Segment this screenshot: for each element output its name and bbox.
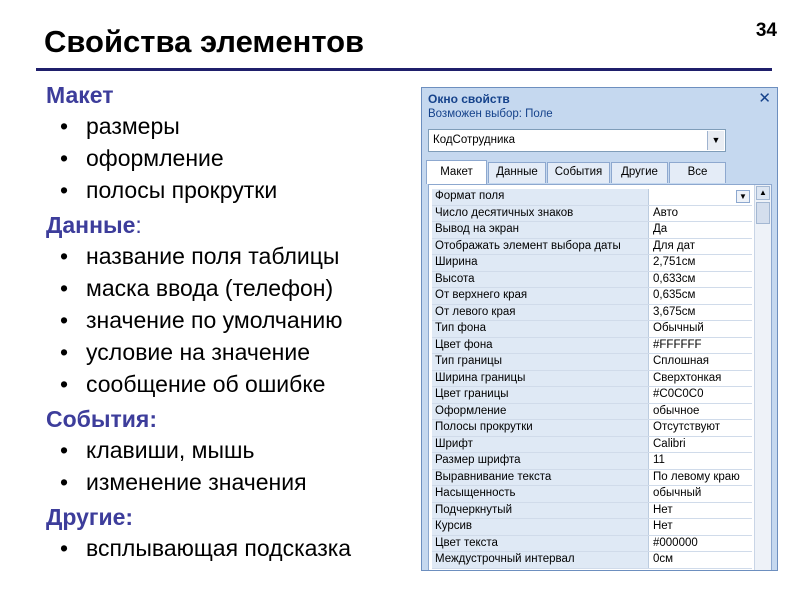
property-name: Формат поля [432,189,649,205]
bullet-dot: • [60,535,69,561]
property-row[interactable] [432,437,752,454]
bullet-dot: • [60,275,69,301]
bullet-dot: • [60,469,69,495]
property-grid [432,189,752,569]
bullet-text: размеры [86,113,180,139]
tab-3[interactable]: События [547,162,610,183]
bullet-item [46,142,416,174]
property-name: Вывод на экран [432,222,649,238]
vertical-scrollbar[interactable] [754,185,771,571]
bullet-dot: • [60,113,69,139]
tab-2[interactable]: Данные [488,162,546,183]
property-row[interactable] [432,453,752,470]
property-name: Оформление [432,404,649,420]
scroll-thumb[interactable] [756,202,770,224]
tab-5[interactable]: Все [669,162,726,183]
property-row[interactable] [432,503,752,520]
property-row[interactable] [432,206,752,223]
property-value[interactable]: 11 [653,454,665,466]
property-value[interactable]: обычное [653,404,700,417]
property-name: От верхнего края [432,288,649,304]
property-value[interactable]: Сплошная [653,355,709,367]
property-value[interactable]: Авто [653,206,679,219]
property-row[interactable] [432,404,752,421]
property-value[interactable]: Нет [653,520,673,532]
chevron-down-icon[interactable]: ▼ [736,190,750,203]
section-heading [46,404,416,434]
scroll-up-icon[interactable]: ▲ [756,186,770,200]
bullet-list [46,434,416,498]
bullet-item [46,434,416,466]
section-heading [46,80,416,110]
section-heading-label: Другие: [46,504,134,530]
property-row[interactable] [432,321,752,338]
property-row[interactable] [432,552,752,569]
close-icon[interactable]: ✕ [758,90,771,107]
property-row[interactable] [432,255,752,272]
slide-title: Свойства элементов [44,24,365,59]
property-name: Тип фона [432,321,649,337]
property-name: От левого края [432,305,649,321]
bullet-item [46,304,416,336]
bullet-item [46,532,416,564]
property-row[interactable] [432,486,752,503]
property-value[interactable]: #FFFFFF [653,338,702,351]
property-name: Тип границы [432,354,649,370]
bullet-text: условие на значение [86,339,310,365]
bullet-item [46,336,416,368]
property-row[interactable] [432,305,752,322]
bullet-list [46,110,416,206]
bullet-dot: • [60,177,69,203]
bullet-text: значение по умолчанию [86,307,343,333]
property-name: Число десятичных знаков [432,206,649,222]
bullet-dot: • [60,307,69,333]
bullet-text: клавиши, мышь [86,437,255,463]
bullet-dot: • [60,243,69,269]
bullet-item [46,240,416,272]
property-value[interactable]: 0,635см [653,289,696,301]
property-name: Насыщенность [432,486,649,502]
property-row[interactable] [432,272,752,289]
bullet-text: полосы прокрутки [86,177,278,203]
property-value[interactable]: Нет [653,503,673,516]
selected-control-name: КодСотрудника [433,134,516,146]
property-name: Размер шрифта [432,453,649,469]
property-value[interactable]: По левому краю [653,470,740,483]
property-row[interactable] [432,387,752,404]
property-name: Ширина [432,255,649,271]
bullet-text: название поля таблицы [86,243,340,269]
property-row[interactable] [432,338,752,355]
section-heading-label: Данные [46,212,136,238]
property-value[interactable]: обычный [653,487,702,499]
property-value[interactable]: 0см [653,553,674,565]
property-value[interactable]: Да [653,223,668,235]
section-heading [46,502,416,532]
property-value[interactable]: Сверхтонкая [653,371,722,384]
property-row[interactable] [432,536,752,553]
property-value[interactable]: 2,751см [653,256,696,268]
bullet-item [46,110,416,142]
title-underline [36,68,772,71]
selection-type-label: Возможен выбор: Поле [428,108,553,120]
section-heading [46,210,416,240]
property-name: Высота [432,272,649,288]
property-value[interactable]: Отсутствуют [653,421,720,433]
bullet-item [46,174,416,206]
bullet-dot: • [60,371,69,397]
property-row[interactable] [432,470,752,487]
bullet-text: изменение значения [86,469,307,495]
bullet-item [46,466,416,498]
property-value[interactable]: Для дат [653,239,696,252]
property-name: Цвет границы [432,387,649,403]
property-value[interactable]: #000000 [653,536,698,549]
property-name: Цвет текста [432,536,649,552]
property-value[interactable]: #C0C0C0 [653,388,704,400]
bullet-dot: • [60,437,69,463]
property-grid-frame [428,184,772,571]
property-sheet-window [421,87,778,571]
section-heading-label: События: [46,406,157,432]
section-heading-label: Макет [46,82,114,108]
section-heading-suffix: : [135,212,142,238]
bullet-text: маска ввода (телефон) [86,275,334,301]
property-row[interactable] [432,239,752,256]
bullet-list [46,532,416,564]
property-row[interactable] [432,222,752,239]
tab-1[interactable]: Макет [426,160,487,184]
property-name: Выравнивание текста [432,470,649,486]
property-name: Отображать элемент выбора даты [432,239,649,255]
property-value[interactable]: 0,633см [653,272,696,285]
bullet-text: всплывающая подсказка [86,535,352,561]
property-row[interactable] [432,420,752,437]
bullet-text: оформление [86,145,224,171]
bullet-dot: • [60,145,69,171]
property-value[interactable]: Обычный [653,322,704,334]
control-selector-combobox[interactable] [428,129,726,152]
bullet-dot: • [60,339,69,365]
bullet-item [46,272,416,304]
property-row[interactable] [432,189,752,206]
property-name: Междустрочный интервал [432,552,649,568]
chevron-down-icon[interactable]: ▼ [707,131,724,150]
property-sheet-title: Окно свойств [428,92,510,106]
property-row[interactable] [432,288,752,305]
property-name: Подчеркнутый [432,503,649,519]
property-name: Ширина границы [432,371,649,387]
bullet-content [46,80,416,564]
bullet-list [46,240,416,400]
property-row[interactable] [432,519,752,536]
slide-number: 34 [755,20,777,41]
property-name: Цвет фона [432,338,649,354]
bullet-text: сообщение об ошибке [86,371,326,397]
tab-4[interactable]: Другие [611,162,668,183]
property-name: Курсив [432,519,649,535]
property-name: Шрифт [432,437,649,453]
property-row[interactable] [432,371,752,388]
property-row[interactable] [432,354,752,371]
property-name: Полосы прокрутки [432,420,649,436]
bullet-item [46,368,416,400]
property-value[interactable]: Calibri [653,437,686,450]
property-value[interactable]: 3,675см [653,305,696,318]
